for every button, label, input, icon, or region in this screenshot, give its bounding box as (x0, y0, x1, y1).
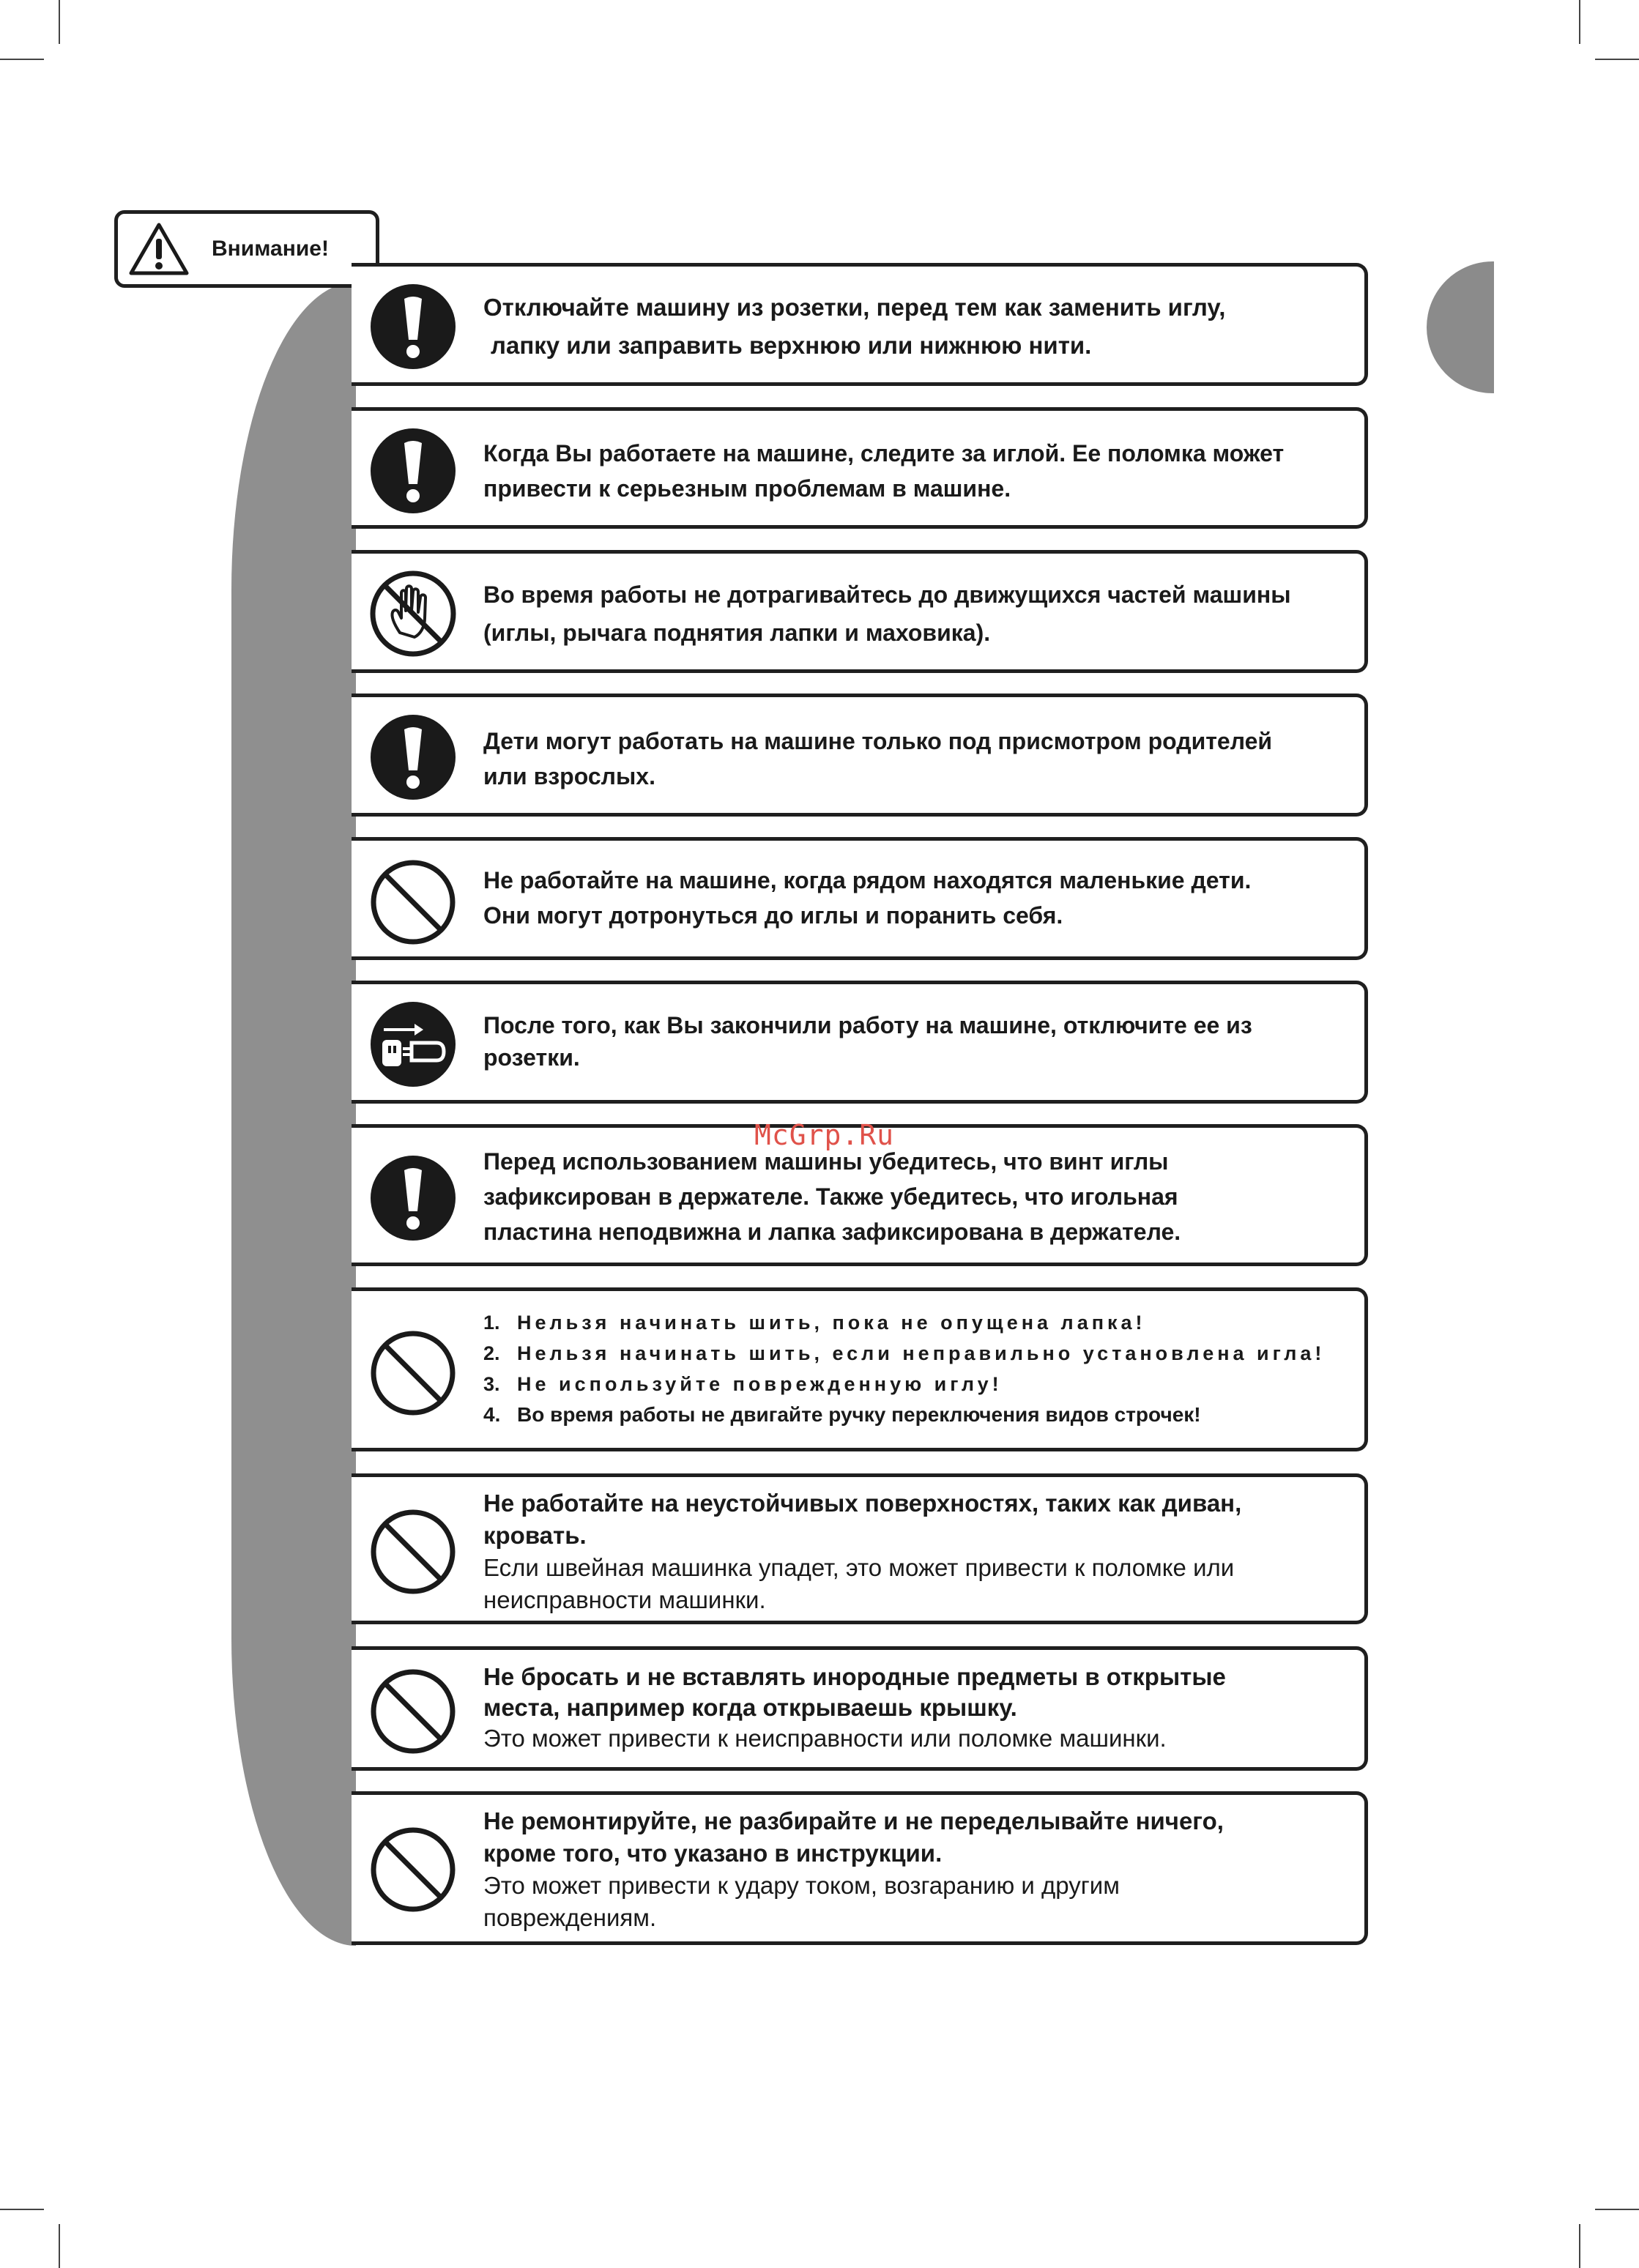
prohibited-icon (369, 858, 457, 946)
text-line: зафиксирован в держателе. Также убедитесь, что игольная (483, 1183, 1178, 1210)
text-line: неисправности машинки. (483, 1586, 766, 1613)
exclamation-icon (369, 427, 457, 515)
text-line: Когда Вы работаете на машине, следите за иглой. Ее поломка может (483, 440, 1285, 466)
exclamation-icon (369, 283, 457, 371)
text-line: Это может привести к удару током, возгаранию и другим (483, 1872, 1120, 1899)
list-number: 4. (483, 1403, 501, 1426)
text-line: Во время работы не дотрагивайтесь до движущихся частей машины (483, 581, 1291, 608)
warning-header (114, 210, 379, 288)
text-line: повреждениям. (483, 1904, 657, 1931)
text-line: лапку или заправить верхнюю или нижнюю нити. (491, 332, 1092, 359)
item-text (483, 436, 1342, 506)
text-line: розетки. (483, 1044, 580, 1071)
safety-item (352, 1287, 1368, 1451)
unplug-icon (369, 1000, 457, 1088)
side-band (231, 282, 356, 1946)
safety-item (352, 981, 1368, 1104)
rules-list (483, 1307, 1350, 1430)
prohibited-icon (369, 1826, 457, 1914)
text-line: Отключайте машину из розетки, перед тем как заменить иглу, (483, 294, 1226, 321)
text-line: (иглы, рычага поднятия лапки и маховика). (483, 620, 991, 646)
list-item (483, 1369, 1350, 1399)
item-text (483, 1009, 1342, 1074)
text-line: или взрослых. (483, 763, 655, 789)
exclamation-icon (369, 713, 457, 801)
text-line: Не ремонтируйте, не разбирайте и не переделывайте ничего, (483, 1807, 1224, 1834)
crop-mark (1579, 0, 1580, 44)
list-text: Нельзя начинать шить, пока не опущена лапка! (517, 1312, 1146, 1334)
crop-mark (1595, 2209, 1639, 2210)
prohibited-icon (369, 1329, 457, 1417)
item-text (483, 289, 1342, 365)
text-line: Перед использованием машины убедитесь, что винт иглы (483, 1148, 1169, 1175)
item-text (483, 863, 1342, 933)
item-text (483, 724, 1342, 794)
warning-triangle-icon (128, 221, 190, 277)
page-tab-marker (1427, 261, 1494, 393)
item-text (483, 1805, 1342, 1934)
list-number: 3. (483, 1373, 500, 1395)
crop-mark (59, 2224, 60, 2268)
text-line: кроме того, что указано в инструкции. (483, 1840, 943, 1867)
text-line: Они могут дотронуться до иглы и поранить себя. (483, 902, 1063, 929)
crop-mark (0, 59, 44, 60)
text-line: Это может привести к неисправности или поломке машинки. (483, 1725, 1167, 1752)
item-text (483, 1662, 1342, 1754)
safety-item (352, 263, 1368, 386)
list-text: Во время работы не двигайте ручку переключения видов строчек! (517, 1403, 1201, 1426)
crop-mark (59, 0, 60, 44)
safety-item (352, 1473, 1368, 1624)
safety-item (352, 694, 1368, 817)
list-number: 2. (483, 1342, 500, 1364)
exclamation-icon (369, 1154, 457, 1242)
text-line: После того, как Вы закончили работу на машине, отключите ее из (483, 1012, 1252, 1038)
safety-item (352, 837, 1368, 960)
text-line: места, например когда открываешь крышку. (483, 1694, 1017, 1721)
text-line: кровать. (483, 1522, 587, 1549)
list-number: 1. (483, 1312, 500, 1334)
text-line: пластина неподвижна и лапка зафиксирована в держателе. (483, 1219, 1181, 1245)
text-line: Не работайте на неустойчивых поверхностях, таких как диван, (483, 1490, 1242, 1517)
safety-item (352, 1791, 1368, 1945)
watermark: McGrp.Ru (754, 1119, 895, 1151)
crop-mark (1579, 2224, 1580, 2268)
list-item (483, 1338, 1350, 1369)
text-line: Если швейная машинка упадет, это может привести к поломке или (483, 1554, 1235, 1581)
text-line: Дети могут работать на машине только под присмотром родителей (483, 728, 1273, 754)
item-text (483, 1487, 1342, 1616)
crop-mark (1595, 59, 1639, 60)
text-line: привести к серьезным проблемам в машине. (483, 475, 1011, 502)
prohibited-icon (369, 1667, 457, 1755)
no-touch-icon (369, 570, 457, 658)
warning-title: Внимание! (212, 237, 329, 261)
text-line: Не работайте на машине, когда рядом находятся маленькие дети. (483, 867, 1252, 893)
list-item (483, 1399, 1350, 1430)
crop-mark (0, 2209, 44, 2210)
item-text (483, 576, 1342, 652)
list-text: Нельзя начинать шить, если неправильно установлена игла! (517, 1342, 1326, 1364)
list-text: Не используйте поврежденную иглу! (517, 1373, 1003, 1395)
list-item (483, 1307, 1350, 1338)
safety-item (352, 407, 1368, 529)
prohibited-icon (369, 1508, 457, 1596)
item-text (483, 1144, 1342, 1249)
safety-item (352, 1646, 1368, 1771)
text-line: Не бросать и не вставлять инородные предметы в открытые (483, 1663, 1226, 1690)
safety-item (352, 550, 1368, 673)
